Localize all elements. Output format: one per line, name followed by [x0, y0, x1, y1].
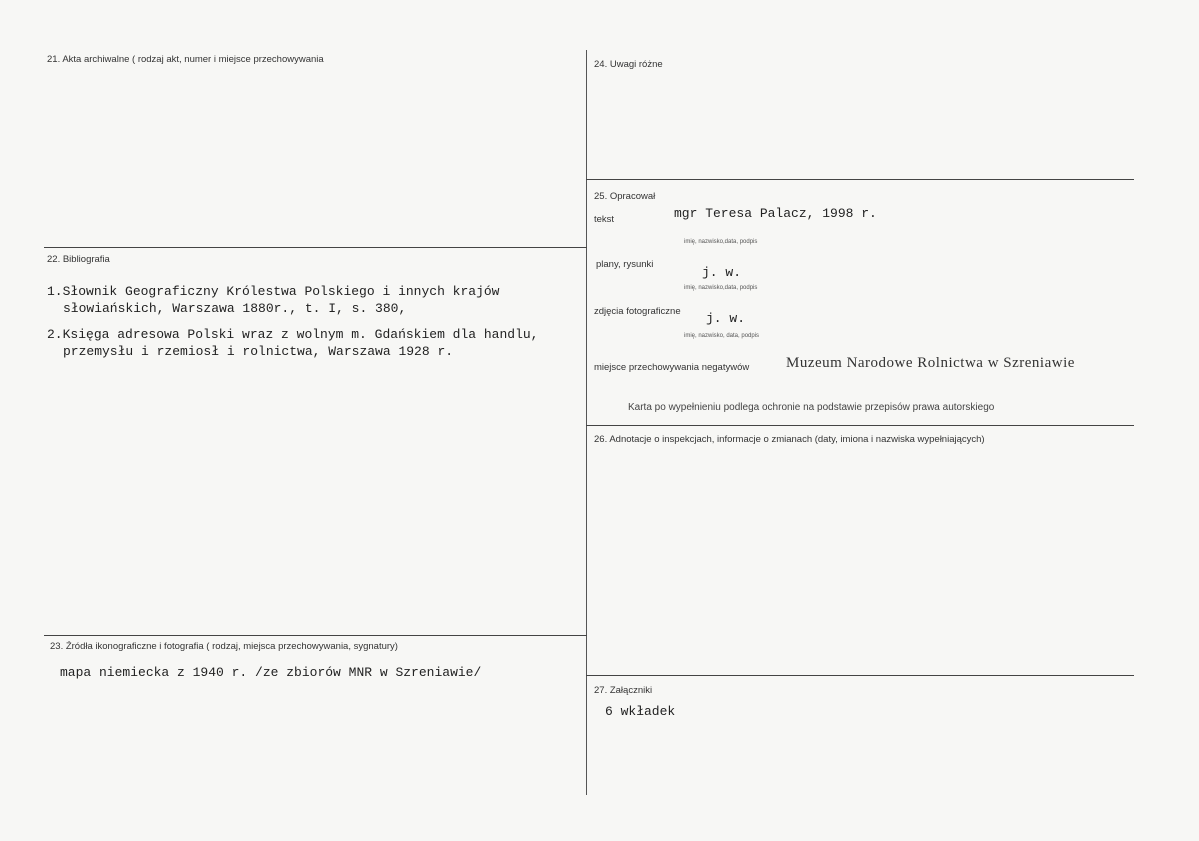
bibliography-item [47, 326, 539, 360]
zdjecia-label: zdjęcia fotograficzne [594, 306, 681, 317]
plany-hint: imię, nazwisko,data, podpis [684, 285, 758, 291]
section-23-value: mapa niemiecka z 1940 r. /ze zbiorów MNR w Szreniawie/ [60, 665, 482, 680]
section-26-label: 26. Adnotacje o inspekcjach, informacje o zmianach (daty, imiona i nazwiska wypełniających) [594, 434, 985, 445]
section-27-value: 6 wkładek [605, 704, 676, 719]
bibliography-item-line: Księga adresowa Polski wraz z wolnym m. Gdańskiem dla handlu, [62, 327, 539, 342]
bibliography-item-line: Słownik Geograficzny Królestwa Polskiego i innych krajów [62, 284, 500, 299]
rule-24-25 [586, 179, 1134, 180]
section-21-label: 21. Akta archiwalne ( rodzaj akt, numer i miejsce przechowywania [47, 54, 324, 65]
zdjecia-hint: imię, nazwisko, data, podpis [684, 333, 760, 339]
section-24-label: 24. Uwagi różne [594, 59, 663, 70]
tekst-value: mgr Teresa Palacz, 1998 r. [674, 206, 877, 221]
bibliography-item-number: 1. [47, 284, 63, 299]
bibliography-item-line: przemysłu i rzemiosł i rolnictwa, Warszawa 1928 r. [63, 344, 454, 359]
negatywy-value: Muzeum Narodowe Rolnictwa w Szreniawie [786, 355, 1075, 371]
section-27-label: 27. Załączniki [594, 685, 653, 696]
bibliography-item-line: słowiańskich, Warszawa 1880r., t. I, s. 380, [63, 301, 407, 316]
plany-value: j. w. [702, 265, 742, 280]
section-25-label: 25. Opracował [594, 191, 656, 202]
negatywy-label: miejsce przechowywania negatywów [594, 362, 750, 373]
section-23-label: 23. Źródła ikonograficzne i fotografia ( rodzaj, miejsca przechowywania, sygnatury) [50, 641, 398, 652]
plany-label: plany, rysunki [596, 259, 654, 270]
rule-25-26 [586, 425, 1134, 426]
copyright-note: Karta po wypełnieniu podlega ochronie na podstawie przepisów prawa autorskiego [628, 402, 995, 413]
tekst-hint: imię, nazwisko,data, podpis [684, 239, 758, 245]
column-divider [586, 50, 587, 795]
zdjecia-value: j. w. [706, 311, 746, 326]
tekst-label: tekst [594, 214, 615, 225]
section-22-label: 22. Bibliografia [47, 254, 110, 265]
bibliography-item-number: 2. [47, 327, 63, 342]
rule-22-23 [44, 635, 587, 636]
rule-21-22 [44, 247, 587, 248]
rule-26-27 [586, 675, 1134, 676]
bibliography-item [47, 283, 499, 317]
